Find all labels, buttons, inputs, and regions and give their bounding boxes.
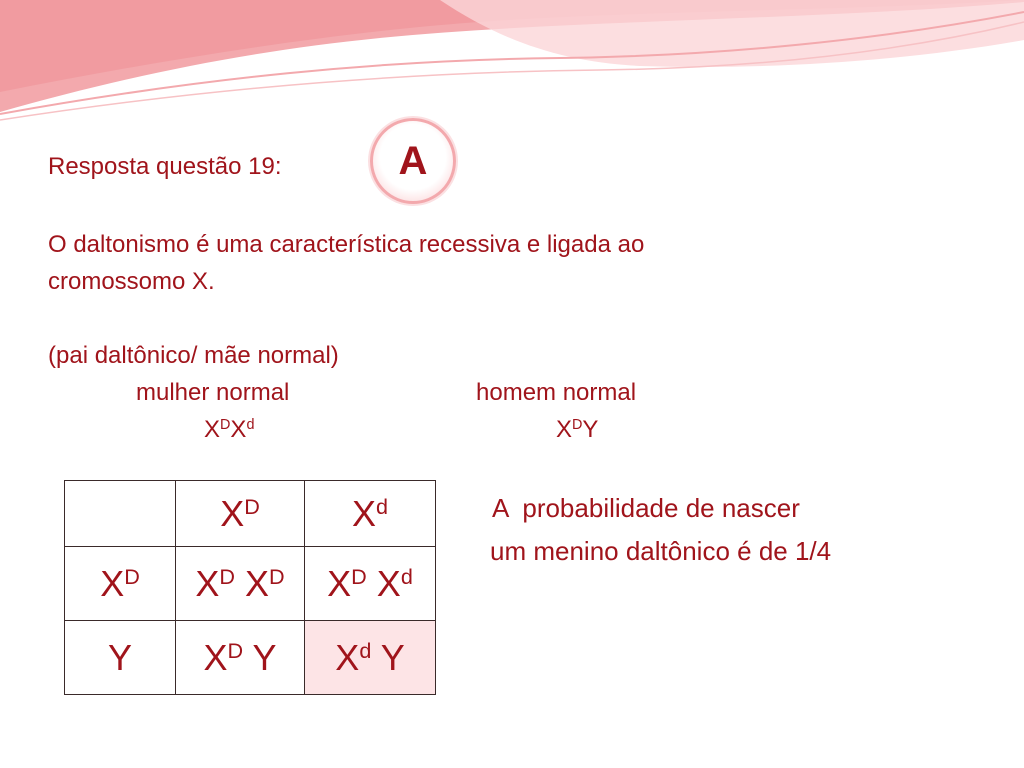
intro-line-1: O daltonismo é uma característica recessiva e ligada ao xyxy=(48,231,645,258)
punnett-cell-1-1: $X^D$ $X^D$ xyxy=(176,547,305,621)
punnett-row-header-1: $X^D$ xyxy=(65,547,176,621)
conclusion-line-1: A probabilidade de nascer xyxy=(492,493,800,523)
punnett-row-2 xyxy=(65,621,436,695)
punnett-header-row xyxy=(65,481,436,547)
answer-badge xyxy=(370,118,456,204)
punnett-cell-2-2-highlighted: $X^d$ Y xyxy=(305,621,436,695)
male-label: homem normal xyxy=(476,379,637,406)
punnett-cell-2-1: $X^D$ Y xyxy=(176,621,305,695)
punnett-col-header-2: $X^d$ xyxy=(305,481,436,547)
question-label: Resposta questão 19: xyxy=(48,153,282,180)
conclusion-line-2: um menino daltônico é de 1/4 xyxy=(490,536,832,566)
intro-line-2: cromossomo X. xyxy=(48,268,215,295)
male-genotype: $X^DY$ xyxy=(556,416,599,443)
punnett-row-1 xyxy=(65,547,436,621)
punnett-cell-1-2: $X^D$ $X^d$ xyxy=(305,547,436,621)
punnett-square xyxy=(64,480,436,695)
punnett-corner-cell xyxy=(65,481,176,547)
punnett-row-header-2: Y xyxy=(65,621,176,695)
decorative-header-waves xyxy=(0,0,1024,130)
female-genotype: $X^DX^d$ xyxy=(204,416,255,443)
punnett-col-header-1: $X^D$ xyxy=(176,481,305,547)
parents-caption: (pai daltônico/ mãe normal) xyxy=(48,342,339,369)
answer-letter: A xyxy=(398,139,428,183)
female-label: mulher normal xyxy=(136,379,290,406)
